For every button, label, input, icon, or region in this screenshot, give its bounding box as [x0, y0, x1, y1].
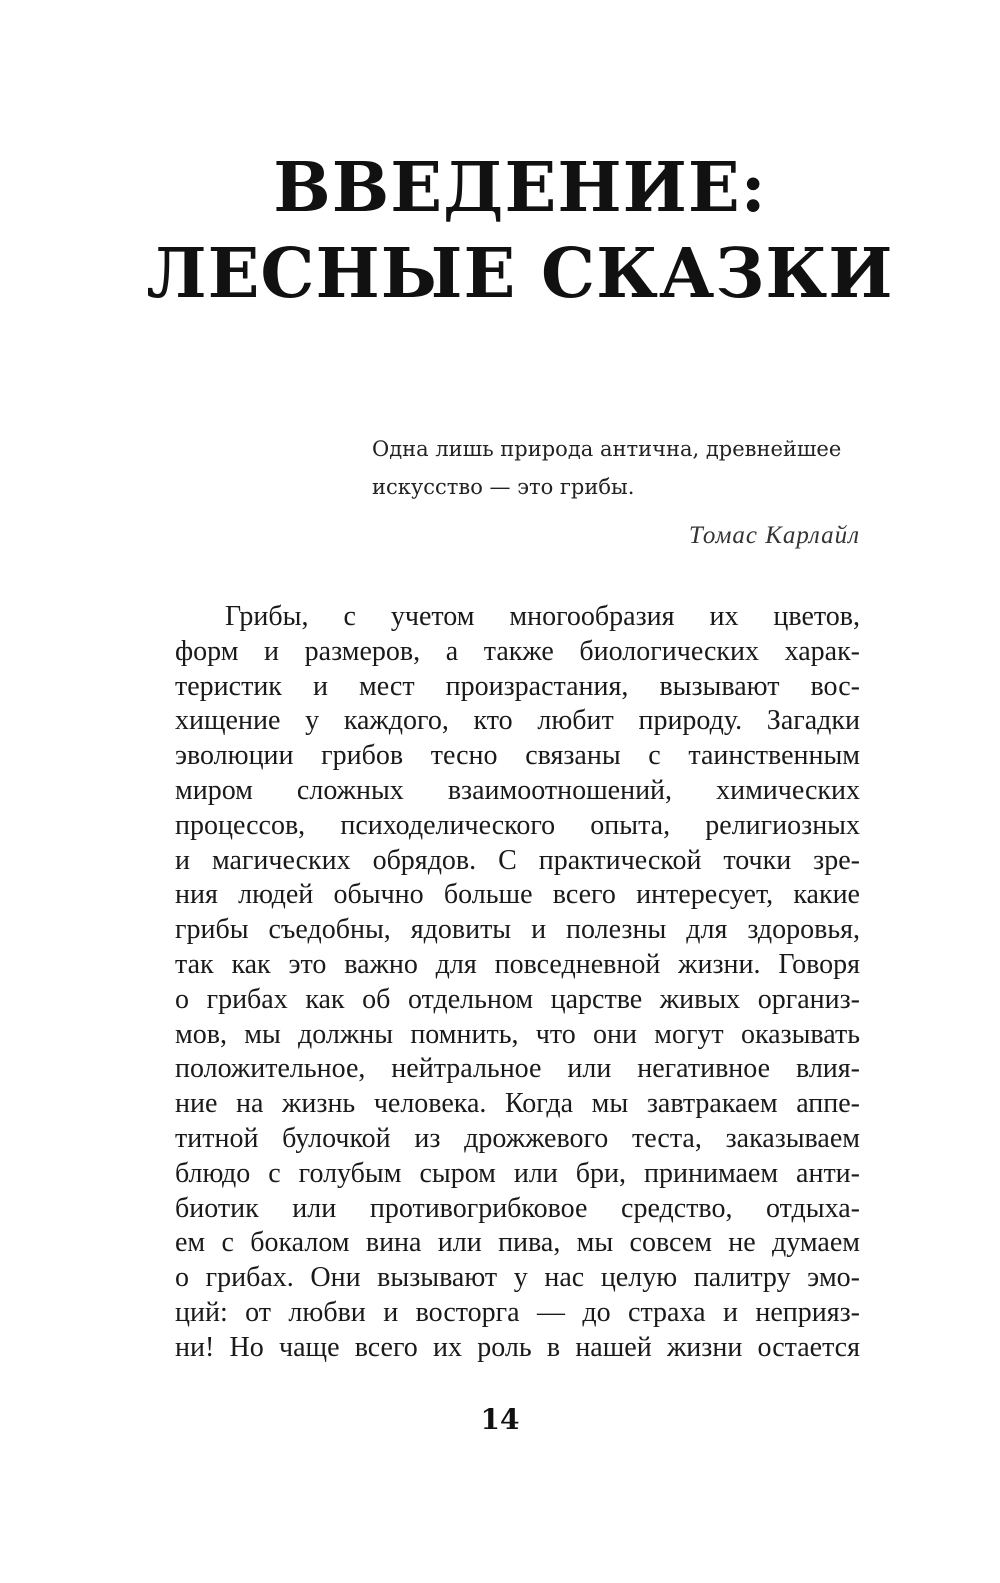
body-line: форм и размеров, а также биологических харак- — [175, 635, 860, 667]
body-line: эволюции грибов тесно связаны с таинственным — [175, 740, 860, 772]
body-line: титной булочкой из дрожжевого теста, заказываем — [175, 1122, 860, 1154]
chapter-title-line-2: ЛЕСНЫЕ СКАЗКИ — [146, 234, 894, 314]
epigraph-line-1: Одна лишь природа антична, древнейшее — [372, 437, 842, 461]
chapter-title — [140, 145, 900, 317]
body-line: ния людей обычно больше всего интересует, какие — [175, 879, 860, 911]
body-line: грибы съедобны, ядовиты и полезны для здоровья, — [175, 914, 860, 946]
body-line: ни! Но чаще всего их роль в нашей жизни остается — [175, 1331, 860, 1363]
body-line: миром сложных взаимоотношений, химических — [175, 774, 860, 806]
body-line: о грибах как об отдельном царстве живых организ- — [175, 983, 860, 1015]
body-line: ние на жизнь человека. Когда мы завтракаем аппе- — [175, 1088, 860, 1120]
body-line: блюдо с голубым сыром или бри, принимаем анти- — [175, 1157, 860, 1189]
page-number: 14 — [480, 1403, 520, 1436]
body-line: Грибы, с учетом многообразия их цветов, — [225, 601, 860, 632]
body-line: ем с бокалом вина или пива, мы совсем не думаем — [175, 1227, 860, 1259]
epigraph-line-2: искусство — это грибы. — [372, 475, 635, 499]
body-line: хищение у каждого, кто любит природу. Загадки — [175, 705, 860, 737]
body-line: теристик и мест произрастания, вызывают вос- — [175, 670, 860, 702]
body-line: так как это важно для повседневной жизни. Говоря — [175, 948, 860, 980]
epigraph-author: Томас Карлайл — [688, 522, 860, 549]
body-line: мов, мы должны помнить, что они могут оказывать — [175, 1018, 860, 1050]
body-line: положительное, нейтральное или негативное влия- — [175, 1053, 860, 1085]
body-line: о грибах. Они вызывают у нас целую палитру эмо- — [175, 1262, 860, 1294]
body-line: и магических обрядов. С практической точки зре- — [175, 844, 860, 876]
body-line: процессов, психоделического опыта, религиозных — [175, 809, 860, 841]
body-line: ций: от любви и восторга — до страха и неприяз- — [175, 1296, 860, 1328]
chapter-title-line-1: ВВЕДЕНИЕ: — [273, 148, 767, 228]
body-paragraph — [175, 600, 860, 1366]
epigraph — [372, 430, 860, 506]
body-line: биотик или противогрибковое средство, отдыха- — [175, 1192, 860, 1224]
